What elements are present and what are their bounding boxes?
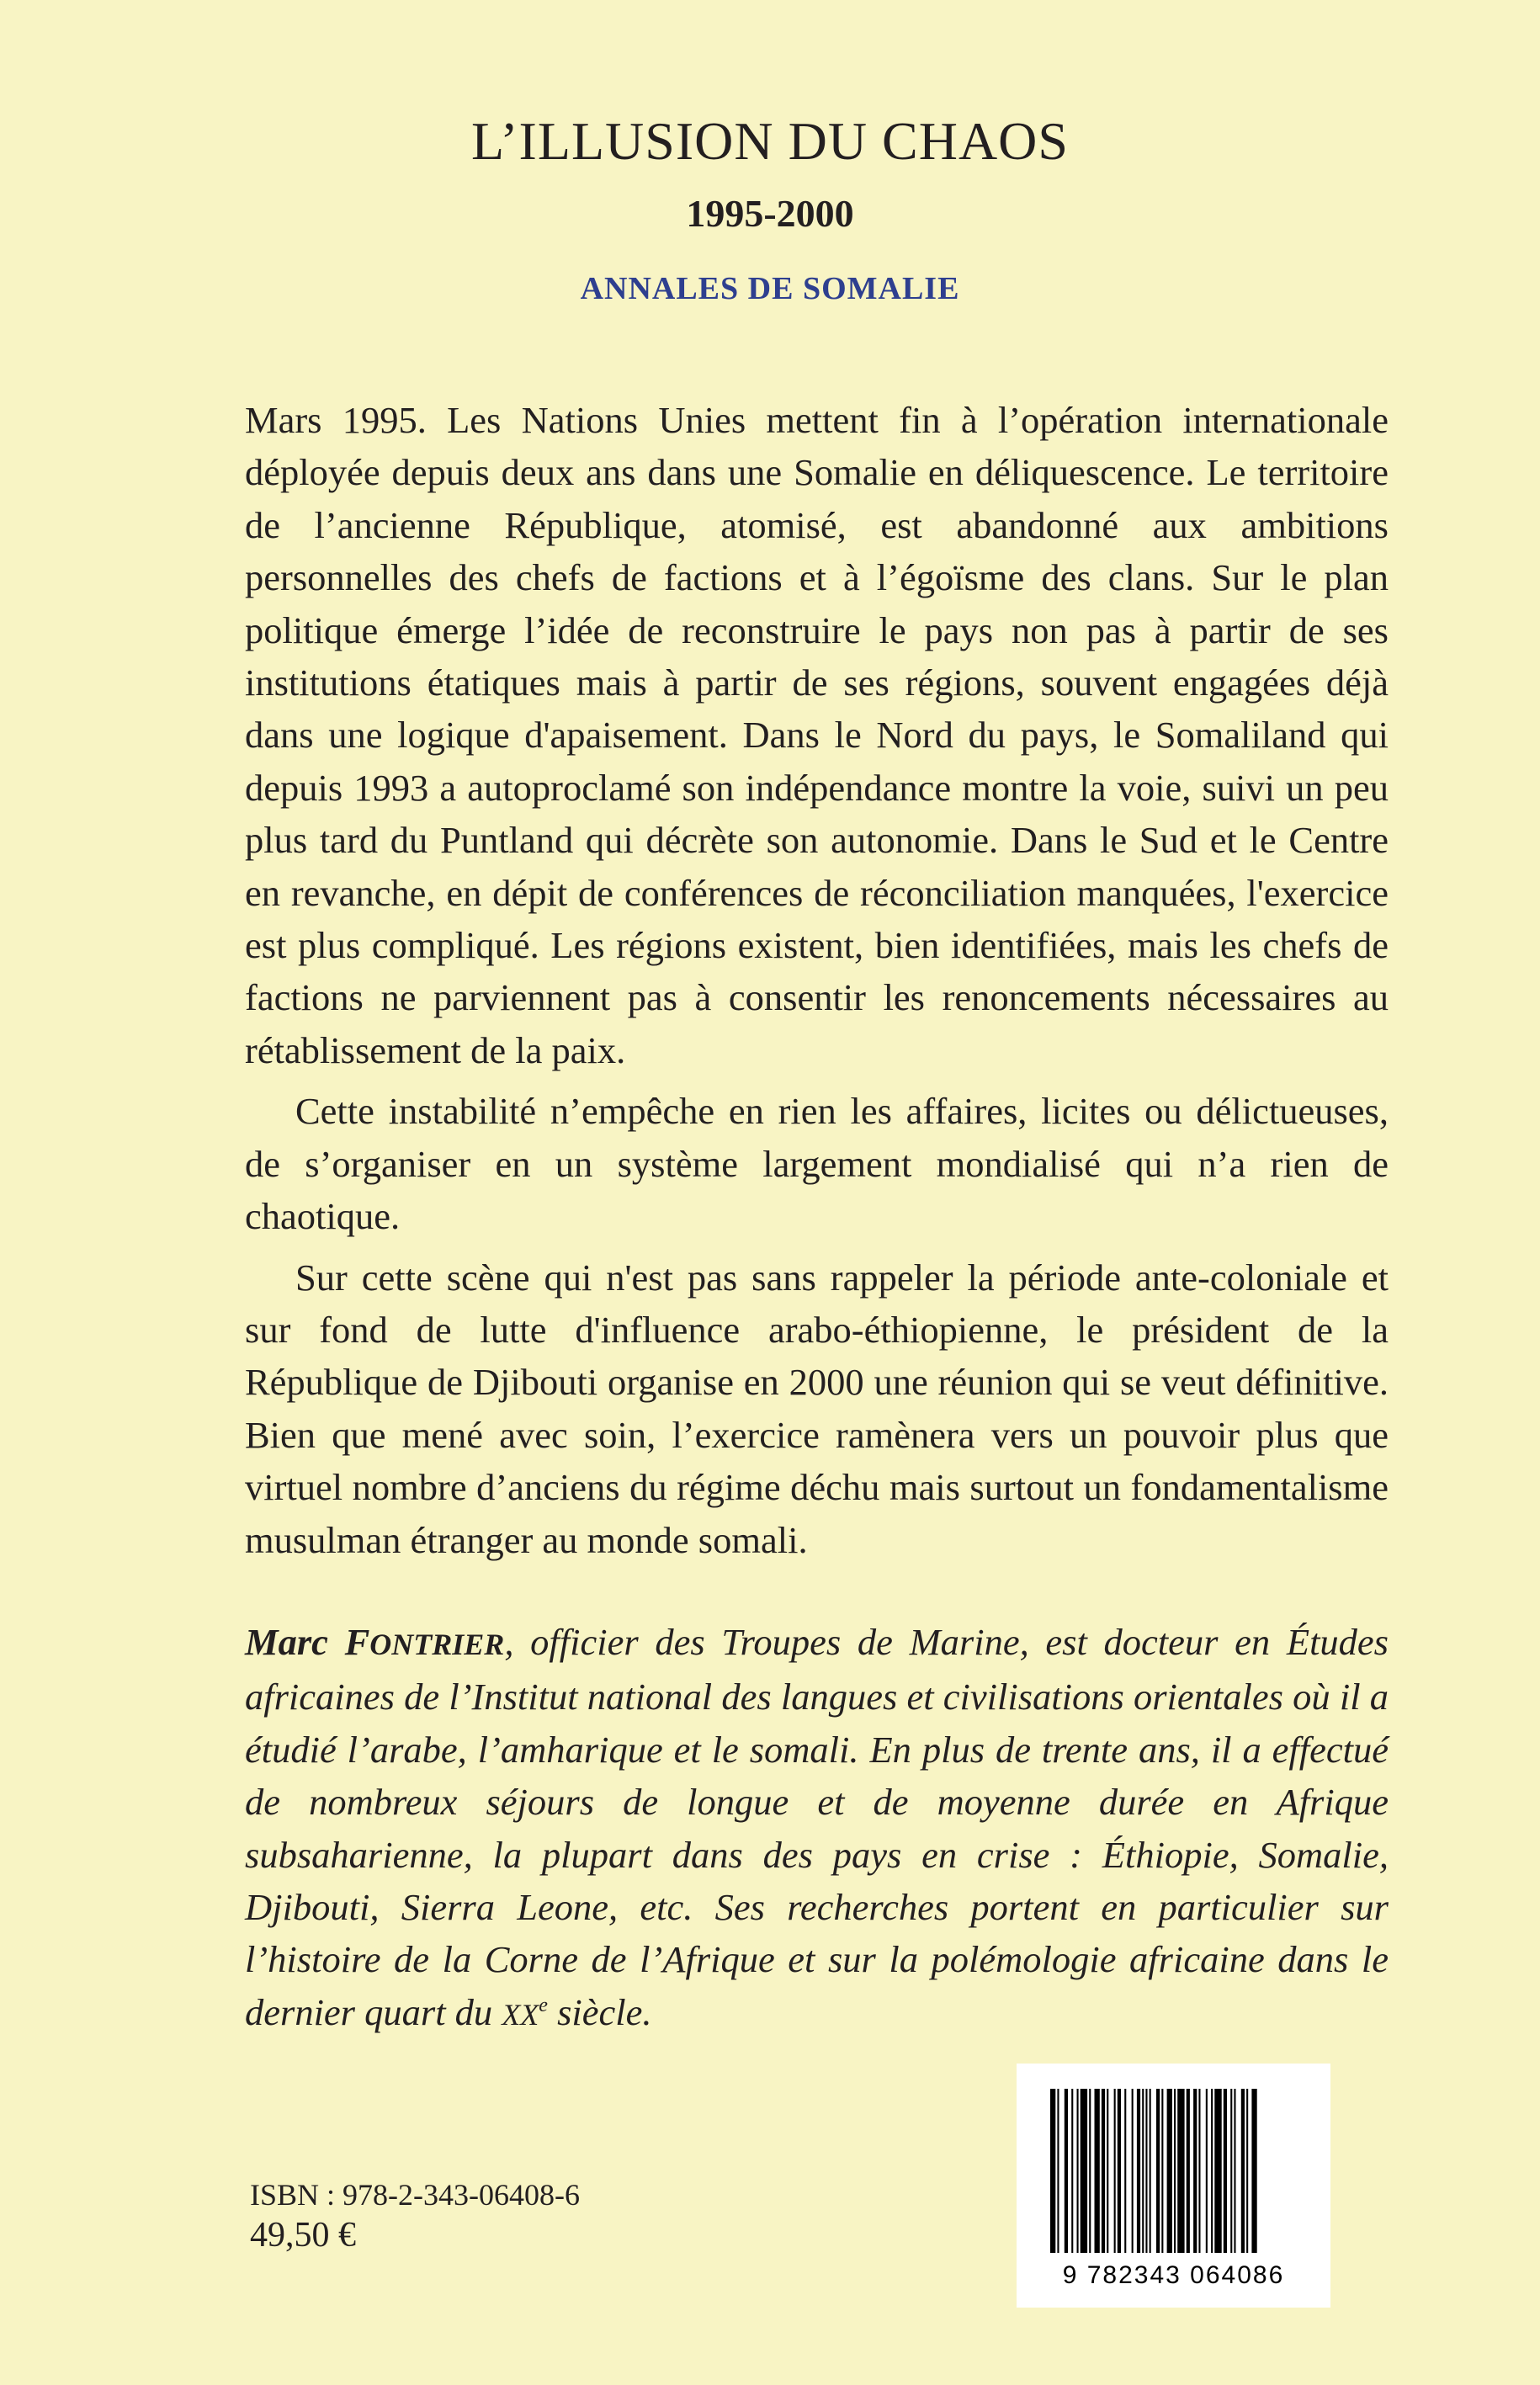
barcode-bar xyxy=(1071,2089,1073,2253)
barcode-bar xyxy=(1077,2089,1079,2253)
barcode-bar xyxy=(1174,2089,1176,2253)
century-suffix: e xyxy=(539,1995,548,2017)
summary-paragraph-1: Mars 1995. Les Nations Unies mettent fin à l’opération internationale déployée depuis deux ans dans une Somalie en déliquescence. Le territoire de l’ancienne République, atomisé, est abandonné aux ambitions personnelles des chefs de factions et à l’égoïsme des clans. Sur le plan politique émerge l’idée de reconstruire le pays non pas à partir de ses institutions étatiques mais à partir de ses régions, souvent engagées déjà dans une logique d'apaisement. Dans le Nord du pays, le Somaliland qui depuis 1993 a autoproclamé son indépendance montre la voie, suivi un peu plus tard du Puntland qui décrète son autonomie. Dans le Sud et le Centre en revanche, en dépit de conférences de réconciliation manquées, l'exercice est plus compliqué. Les régions existent, bien identifiées, mais les chefs de factions ne parviennent pas à consentir les renoncements nécessaires au rétablissement de la paix. xyxy=(245,399,1389,1071)
barcode-bar xyxy=(1142,2089,1144,2253)
barcode-bar xyxy=(1050,2089,1055,2253)
barcode-bar xyxy=(1211,2089,1213,2253)
barcode-bar xyxy=(1057,2089,1059,2253)
price-label: 49,50 € xyxy=(250,2216,356,2255)
barcode-bar xyxy=(1089,2089,1091,2253)
barcode-bar xyxy=(1193,2089,1197,2253)
author-biography xyxy=(245,1616,1389,2041)
barcode-bar xyxy=(1102,2089,1105,2253)
barcode-bar xyxy=(1065,2089,1068,2253)
summary-text xyxy=(245,394,1389,1566)
barcode-bar xyxy=(1081,2089,1087,2253)
barcode-bar xyxy=(1156,2089,1160,2253)
author-bio-end: siècle. xyxy=(547,1990,652,2033)
barcode-bar xyxy=(1145,2089,1147,2253)
barcode-bar xyxy=(1167,2089,1172,2253)
barcode-bar xyxy=(1187,2089,1190,2253)
barcode xyxy=(1017,2064,1330,2308)
barcode-bar xyxy=(1246,2089,1248,2253)
barcode-bar xyxy=(1137,2089,1140,2253)
barcode-bar xyxy=(1198,2089,1200,2253)
barcode-bar xyxy=(1118,2089,1121,2253)
barcode-digits: 9 782343 064086 xyxy=(1062,2261,1285,2289)
summary-paragraph-3: Sur cette scène qui n'est pas sans rappeler la période ante-coloniale et sur fond de lutte d'influence arabo-éthiopienne, le président de la République de Djibouti organise en 2000 une réunion qui se veut définitive. Bien que mené avec soin, l’exercice ramènera vers un pouvoir plus que virtuel nombre d’anciens du régime déchu mais surtout un fondamentalisme musulman étranger au monde somali. xyxy=(245,1256,1389,1561)
author-first-name: Marc xyxy=(245,1621,328,1663)
author-last-name-rest: ONTRIER xyxy=(369,1628,505,1661)
barcode-bar xyxy=(1124,2089,1126,2253)
barcode-bar xyxy=(1107,2089,1108,2253)
barcode-bar xyxy=(1224,2089,1227,2253)
barcode-bar xyxy=(1132,2089,1134,2253)
barcode-bar xyxy=(1214,2089,1221,2253)
barcode-bar xyxy=(1150,2089,1151,2253)
barcode-bar xyxy=(1251,2089,1256,2253)
barcode-bar xyxy=(1177,2089,1184,2253)
author-name xyxy=(245,1621,504,1663)
author-bio-text: , officier des Troupes de Marine, est docteur en Études africaines de l’Institut national des langues et civilisations orientales où il a étudié l’arabe, l’amharique et le somali. En plus de trente ans, il a effectué de nombreux séjours de longue et de moyenne durée en Afrique subsaharienne, la plupart dans des pays en crise : Éthiopie, Somalie, Djibouti, Sierra Leone, etc. Ses recherches portent en particulier sur l’histoire de la Corne de l’Afrique et sur la polémologie africaine dans le dernier quart du xyxy=(245,1621,1389,2033)
barcode-bar xyxy=(1230,2089,1232,2253)
book-title: L’ILLUSION DU CHAOS xyxy=(471,111,1069,171)
book-subtitle: ANNALES DE SOMALIE xyxy=(580,271,960,306)
isbn-label: ISBN : 978-2-343-06408-6 xyxy=(250,2178,580,2212)
summary-paragraph-2: Cette instabilité n’empêche en rien les affaires, licites ou délictueuses, de s’organiser en un système largement mondialisé qui n’a rien de chaotique. xyxy=(245,1090,1389,1238)
century-numeral: XX xyxy=(502,1997,539,2032)
barcode-bar xyxy=(1114,2089,1116,2253)
barcode-bar xyxy=(1241,2089,1245,2253)
barcode-bar xyxy=(1095,2089,1100,2253)
book-years: 1995-2000 xyxy=(686,192,854,235)
barcode-bar xyxy=(1161,2089,1163,2253)
barcode-bar xyxy=(1234,2089,1235,2253)
author-last-name-initial: F xyxy=(344,1621,370,1663)
barcode-bar xyxy=(1206,2089,1208,2253)
